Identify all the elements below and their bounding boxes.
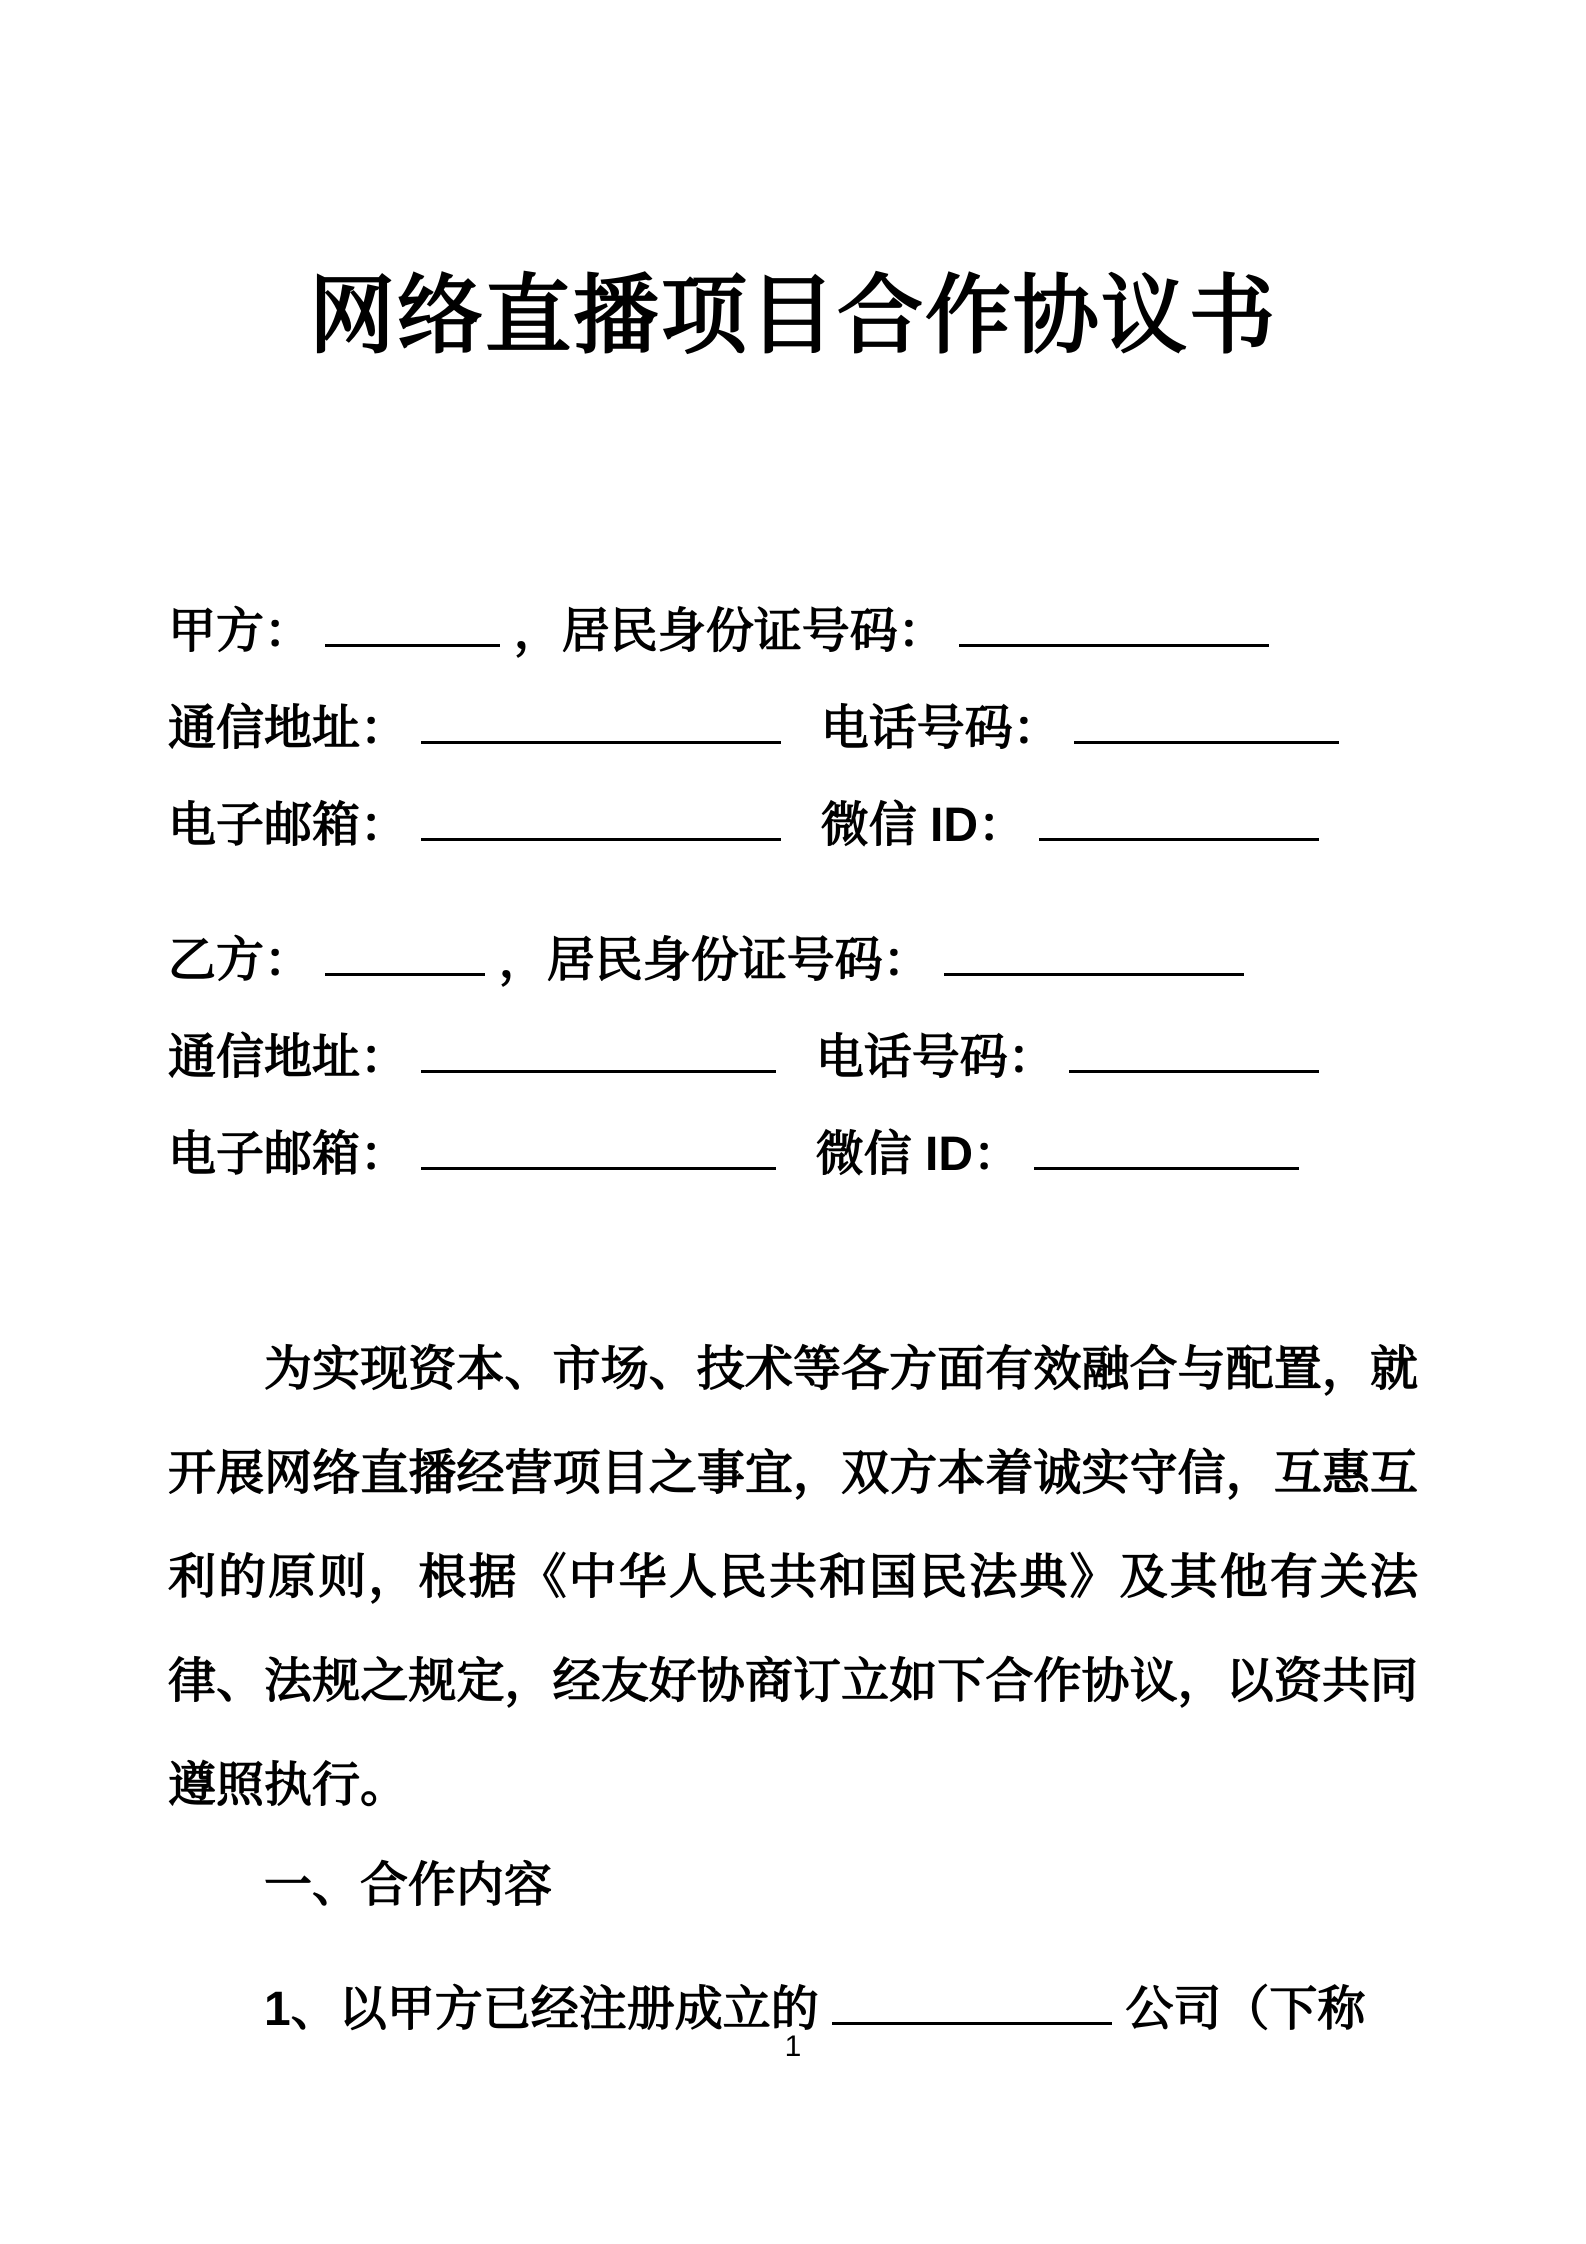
party-a-email-label: 电子邮箱： (168, 799, 409, 853)
party-b-address-blank (421, 1016, 776, 1073)
party-b-id-label: ，居民身份证号码： (498, 934, 931, 988)
party-a-email-blank (421, 784, 781, 841)
party-b-email-row (168, 1106, 1418, 1203)
party-b-id-blank (944, 919, 1244, 976)
party-a-address-blank (421, 687, 781, 744)
section-1-heading: 一、合作内容 (264, 1859, 553, 1913)
item-1-suffix: 公司（下称 (1125, 1983, 1366, 2037)
party-a-section (168, 583, 1418, 874)
party-b-section (168, 912, 1418, 1203)
party-b-name-label: 乙方： (168, 934, 313, 988)
item-1-prefix: 1、以甲方已经注册成立的 (264, 1983, 819, 2037)
party-b-address-row (168, 1009, 1418, 1106)
party-a-wechat-blank (1039, 784, 1319, 841)
party-b-wechat-blank (1034, 1113, 1299, 1170)
page-number: 1 (784, 2030, 802, 2063)
party-b-wechat-label: 微信 ID： (815, 1128, 1022, 1182)
party-a-phone-label: 电话号码： (820, 702, 1061, 756)
party-b-email-blank (421, 1113, 776, 1170)
party-a-name-label: 甲方： (168, 605, 313, 659)
preamble-paragraph: 为实现资本、市场、技术等各方面有效融合与配置，就开展网络直播经营项目之事宜，双方本着诚实守信，互惠互利的原则，根据《中华人民共和国民法典》及其他有关法律、法规之规定，经友好协商订立如下合作协议，以资共同遵照执行。 (168, 1343, 1418, 1813)
party-b-address-label: 通信地址： (168, 1031, 409, 1085)
company-name-blank (832, 1968, 1112, 2025)
party-a-email-row (168, 777, 1418, 874)
party-a-address-label: 通信地址： (168, 702, 409, 756)
party-b-email-label: 电子邮箱： (168, 1128, 409, 1182)
party-b-phone-blank (1069, 1016, 1319, 1073)
party-a-id-blank (959, 590, 1269, 647)
party-a-name-blank (325, 590, 500, 647)
party-b-name-blank (325, 919, 485, 976)
party-b-phone-label: 电话号码： (815, 1031, 1056, 1085)
party-b-name-row (168, 912, 1418, 1009)
party-a-wechat-label: 微信 ID： (820, 799, 1027, 853)
party-a-name-row (168, 583, 1418, 680)
party-a-address-row (168, 680, 1418, 777)
document-title: 网络直播项目合作协议书 (309, 268, 1277, 364)
party-a-phone-blank (1074, 687, 1339, 744)
party-a-id-label: ，居民身份证号码： (513, 605, 946, 659)
